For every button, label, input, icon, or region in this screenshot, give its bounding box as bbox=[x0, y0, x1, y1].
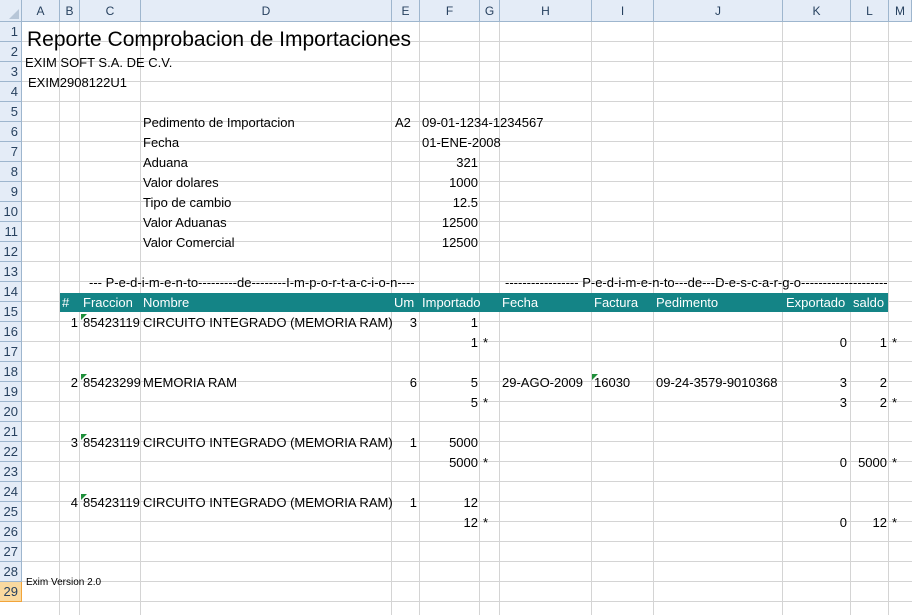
column-header-j[interactable]: J bbox=[654, 0, 783, 22]
column-header-g[interactable]: G bbox=[480, 0, 500, 22]
col-header-num[interactable]: # bbox=[62, 295, 70, 310]
col-header-factura[interactable]: Factura bbox=[594, 295, 639, 310]
total-saldo[interactable]: 12 bbox=[872, 515, 887, 530]
row-header-13[interactable]: 13 bbox=[0, 262, 22, 282]
col-header-pedimento[interactable]: Pedimento bbox=[656, 295, 719, 310]
item-importado[interactable]: 12 bbox=[463, 495, 478, 510]
item-nombre[interactable]: CIRCUITO INTEGRADO (MEMORIA RAM) bbox=[143, 435, 393, 450]
subtotal-importado[interactable]: 5 bbox=[470, 395, 478, 410]
row-header-12[interactable]: 12 bbox=[0, 242, 22, 262]
gridline-horizontal bbox=[22, 581, 912, 582]
valor-dolares-label[interactable]: Valor dolares bbox=[143, 175, 219, 190]
descargo-factura[interactable]: 16030 bbox=[594, 375, 631, 390]
total-exportado[interactable]: 3 bbox=[839, 395, 847, 410]
row-header-29[interactable]: 29 bbox=[0, 582, 22, 602]
row-header-3[interactable]: 3 bbox=[0, 62, 22, 82]
fecha-label[interactable]: Fecha bbox=[143, 135, 180, 150]
column-header-c[interactable]: C bbox=[80, 0, 141, 22]
item-num[interactable]: 2 bbox=[70, 375, 78, 390]
gridline-vertical bbox=[140, 22, 141, 615]
pedimento-numero[interactable]: 09-01-1234-1234567 bbox=[422, 115, 544, 130]
gridline-vertical bbox=[479, 22, 480, 615]
item-fraccion[interactable]: 85423119 bbox=[83, 495, 140, 510]
row-header-25[interactable]: 25 bbox=[0, 502, 22, 522]
row-header-5[interactable]: 5 bbox=[0, 102, 22, 122]
row-header-22[interactable]: 22 bbox=[0, 442, 22, 462]
row-header-15[interactable]: 15 bbox=[0, 302, 22, 322]
row-header-9[interactable]: 9 bbox=[0, 182, 22, 202]
total-mark[interactable]: * bbox=[892, 515, 898, 530]
item-um[interactable]: 6 bbox=[409, 375, 417, 390]
total-saldo[interactable]: 5000 bbox=[858, 455, 887, 470]
item-importado[interactable]: 5 bbox=[470, 375, 478, 390]
select-all-corner[interactable] bbox=[0, 0, 22, 22]
col-header-fecha[interactable]: Fecha bbox=[502, 295, 539, 310]
total-exportado[interactable]: 0 bbox=[839, 515, 847, 530]
version-footer[interactable]: Exim Version 2.0 bbox=[26, 577, 102, 588]
subtotal-importado[interactable]: 12 bbox=[463, 515, 478, 530]
row-header-24[interactable]: 24 bbox=[0, 482, 22, 502]
row-header-16[interactable]: 16 bbox=[0, 322, 22, 342]
item-importado[interactable]: 5000 bbox=[449, 435, 478, 450]
section-importacion[interactable]: --- P-e-d-i-m-e-n-to---------de--------I-m-p-o-r-t-a-c-i-o-n---- bbox=[89, 275, 415, 290]
subtotal-mark[interactable]: * bbox=[483, 395, 489, 410]
pedimento-label[interactable]: Pedimento de Importacion bbox=[143, 115, 295, 130]
gridline-vertical bbox=[653, 22, 654, 615]
item-num[interactable]: 3 bbox=[70, 435, 78, 450]
subtotal-mark[interactable]: * bbox=[483, 515, 489, 530]
valor-comercial-label[interactable]: Valor Comercial bbox=[143, 235, 235, 250]
row-header-8[interactable]: 8 bbox=[0, 162, 22, 182]
gridline-horizontal bbox=[22, 561, 912, 562]
gridline-horizontal bbox=[22, 601, 912, 602]
column-header-a[interactable]: A bbox=[22, 0, 60, 22]
report-title[interactable]: Reporte Comprobacion de Importaciones bbox=[27, 28, 412, 51]
company-rfc[interactable]: EXIM2908122U1 bbox=[28, 75, 128, 90]
column-header-m[interactable]: M bbox=[889, 0, 912, 22]
row-header-1[interactable]: 1 bbox=[0, 22, 22, 42]
item-fraccion[interactable]: 85423299 bbox=[83, 375, 141, 390]
item-nombre[interactable]: MEMORIA RAM bbox=[143, 375, 237, 390]
row-header-27[interactable]: 27 bbox=[0, 542, 22, 562]
column-header-h[interactable]: H bbox=[500, 0, 592, 22]
row-header-23[interactable]: 23 bbox=[0, 462, 22, 482]
valor-aduanas-value[interactable]: 12500 bbox=[441, 215, 478, 230]
row-header-11[interactable]: 11 bbox=[0, 222, 22, 242]
company-name[interactable]: EXIM SOFT S.A. DE C.V. bbox=[25, 55, 173, 70]
valor-aduanas-label[interactable]: Valor Aduanas bbox=[143, 215, 227, 230]
gridline-horizontal bbox=[22, 101, 912, 102]
tipo-cambio-value[interactable]: 12.5 bbox=[452, 195, 478, 210]
row-header-18[interactable]: 18 bbox=[0, 362, 22, 382]
row-header-2[interactable]: 2 bbox=[0, 42, 22, 62]
aduana-value[interactable]: 321 bbox=[456, 155, 478, 170]
row-header-20[interactable]: 20 bbox=[0, 402, 22, 422]
gridline-horizontal bbox=[22, 81, 912, 82]
item-num[interactable]: 1 bbox=[70, 315, 78, 330]
gridline-horizontal bbox=[22, 481, 912, 482]
item-num[interactable]: 4 bbox=[70, 495, 78, 510]
row-header-28[interactable]: 28 bbox=[0, 562, 22, 582]
gridline-vertical bbox=[591, 22, 592, 615]
row-header-21[interactable]: 21 bbox=[0, 422, 22, 442]
valor-dolares-value[interactable]: 1000 bbox=[449, 175, 478, 190]
valor-comercial-value[interactable]: 12500 bbox=[441, 235, 478, 250]
item-um[interactable]: 3 bbox=[409, 315, 417, 330]
total-saldo[interactable]: 2 bbox=[879, 395, 887, 410]
gridline-vertical bbox=[888, 22, 889, 615]
descargo-exportado[interactable]: 3 bbox=[839, 375, 847, 390]
subtotal-importado[interactable]: 5000 bbox=[449, 455, 478, 470]
row-header-10[interactable]: 10 bbox=[0, 202, 22, 222]
item-fraccion[interactable]: 85423119 bbox=[83, 315, 140, 330]
item-nombre[interactable]: CIRCUITO INTEGRADO (MEMORIA RAM) bbox=[143, 495, 393, 510]
item-fraccion[interactable]: 85423119 bbox=[83, 435, 140, 450]
fecha-value[interactable]: 01-ENE-2008 bbox=[422, 135, 501, 150]
row-header-4[interactable]: 4 bbox=[0, 82, 22, 102]
total-mark[interactable]: * bbox=[892, 455, 898, 470]
aduana-label[interactable]: Aduana bbox=[143, 155, 188, 170]
col-header-fraccion[interactable]: Fraccion bbox=[83, 295, 133, 310]
col-header-exportado[interactable]: Exportado bbox=[786, 295, 846, 310]
subtotal-mark[interactable]: * bbox=[483, 335, 489, 350]
subtotal-importado[interactable]: 1 bbox=[470, 335, 478, 350]
gridline-vertical bbox=[79, 22, 80, 615]
column-header-k[interactable]: K bbox=[783, 0, 851, 22]
section-descargo[interactable]: ----------------- P-e-d-i-m-e-n-to---de---D-e-s-c-a-r-g-o-------------------- bbox=[505, 275, 888, 290]
item-nombre[interactable]: CIRCUITO INTEGRADO (MEMORIA RAM) bbox=[143, 315, 393, 330]
row-header-17[interactable]: 17 bbox=[0, 342, 22, 362]
gridline-vertical bbox=[499, 22, 500, 615]
gridline-horizontal bbox=[22, 541, 912, 542]
column-header-e[interactable]: E bbox=[392, 0, 420, 22]
gridline-horizontal bbox=[22, 421, 912, 422]
col-header-saldo[interactable]: saldo bbox=[853, 295, 885, 310]
descargo-pedimento[interactable]: 09-24-3579-9010368 bbox=[656, 375, 778, 390]
column-header-f[interactable]: F bbox=[420, 0, 480, 22]
total-exportado[interactable]: 0 bbox=[839, 335, 847, 350]
total-saldo[interactable]: 1 bbox=[879, 335, 887, 350]
descargo-saldo[interactable]: 2 bbox=[879, 375, 887, 390]
column-header-i[interactable]: I bbox=[592, 0, 654, 22]
tipo-cambio-label[interactable]: Tipo de cambio bbox=[143, 195, 232, 210]
column-header-l[interactable]: L bbox=[851, 0, 889, 22]
item-importado[interactable]: 1 bbox=[470, 315, 478, 330]
row-header-6[interactable]: 6 bbox=[0, 122, 22, 142]
gridline-horizontal bbox=[22, 261, 912, 262]
row-header-19[interactable]: 19 bbox=[0, 382, 22, 402]
item-um[interactable]: 1 bbox=[409, 495, 417, 510]
column-header-b[interactable]: B bbox=[60, 0, 80, 22]
gridline-horizontal bbox=[22, 361, 912, 362]
col-header-um[interactable]: Um bbox=[394, 295, 415, 310]
col-header-nombre[interactable]: Nombre bbox=[143, 295, 190, 310]
total-mark[interactable]: * bbox=[892, 335, 898, 350]
row-header-7[interactable]: 7 bbox=[0, 142, 22, 162]
total-exportado[interactable]: 0 bbox=[839, 455, 847, 470]
item-um[interactable]: 1 bbox=[409, 435, 417, 450]
descargo-fecha[interactable]: 29-AGO-2009 bbox=[502, 375, 583, 390]
col-header-importado[interactable]: Importado bbox=[422, 295, 481, 310]
total-mark[interactable]: * bbox=[892, 395, 898, 410]
row-header-26[interactable]: 26 bbox=[0, 522, 22, 542]
subtotal-mark[interactable]: * bbox=[483, 455, 489, 470]
pedimento-clave[interactable]: A2 bbox=[395, 115, 411, 130]
row-header-14[interactable]: 14 bbox=[0, 282, 22, 302]
column-header-d[interactable]: D bbox=[141, 0, 392, 22]
